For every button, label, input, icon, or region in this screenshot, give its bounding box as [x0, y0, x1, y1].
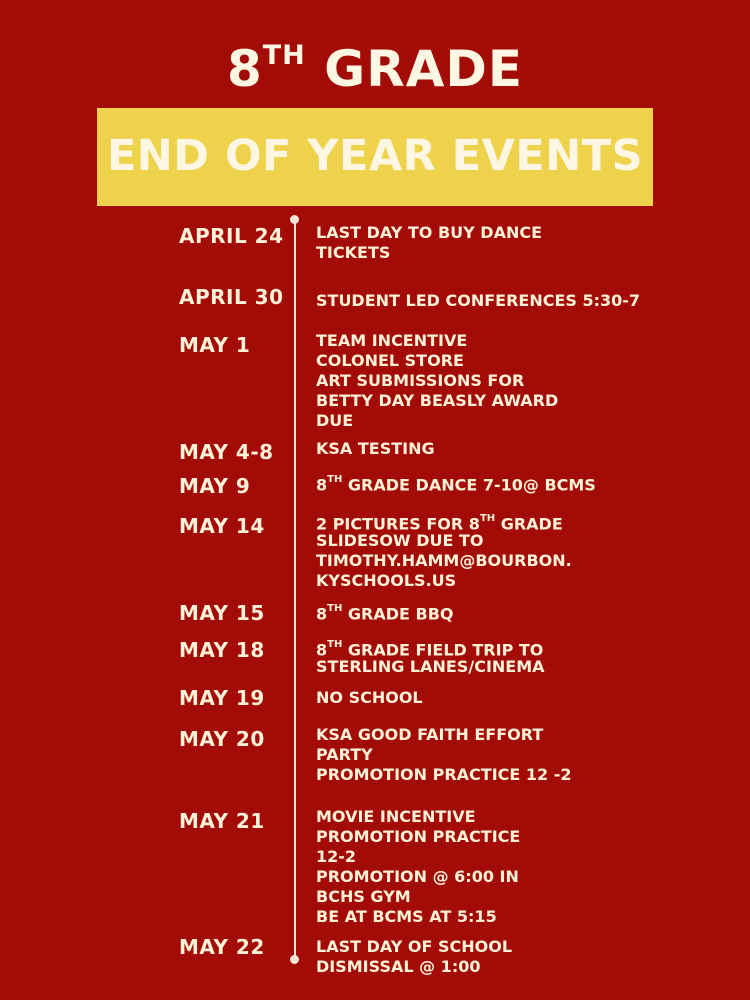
title-number: 8 [226, 40, 263, 98]
event-description [316, 291, 640, 311]
event-line: DISMISSAL @ 1:00 [316, 957, 481, 976]
event-description [316, 688, 423, 708]
event-line: DUE [316, 411, 354, 430]
superscript-th: TH [327, 603, 343, 614]
event-line: KYSCHOOLS.US [316, 571, 457, 590]
event-line: TIMOTHY.HAMM@BOURBON. [316, 551, 572, 570]
event-line: KSA TESTING [316, 439, 435, 458]
event-date: MAY 14 [179, 514, 265, 538]
event-line: STUDENT LED CONFERENCES 5:30-7 [316, 291, 641, 310]
event-date: MAY 22 [179, 935, 265, 959]
title-text: GRADE [305, 40, 524, 98]
event-description [316, 725, 572, 785]
event-line: LAST DAY TO BUY DANCE [316, 223, 543, 242]
event-line: BE AT BCMS AT 5:15 [316, 907, 497, 926]
event-description [316, 937, 512, 977]
event-date: MAY 19 [179, 686, 265, 710]
event-line: TICKETS [316, 243, 391, 262]
event-line: MOVIE INCENTIVE [316, 807, 476, 826]
event-line: PROMOTION @ 6:00 IN [316, 867, 519, 886]
event-date: MAY 4-8 [179, 440, 274, 464]
event-date: APRIL 30 [179, 285, 284, 309]
event-description [316, 331, 558, 431]
event-line: 8TH GRADE FIELD TRIP TO [316, 639, 544, 660]
event-line: BCHS GYM [316, 887, 411, 906]
event-description [316, 511, 572, 591]
event-line: COLONEL STORE [316, 351, 464, 370]
event-line: 8TH GRADE DANCE 7-10@ BCMS [316, 474, 596, 495]
banner-text: END OF YEAR EVENTS [106, 131, 644, 181]
event-date: MAY 21 [179, 809, 265, 833]
event-description [316, 439, 435, 459]
event-line: 8TH GRADE BBQ [316, 603, 454, 624]
event-date: MAY 20 [179, 727, 265, 751]
event-date: MAY 9 [179, 474, 251, 498]
event-description [316, 472, 596, 495]
event-line: PROMOTION PRACTICE 12 -2 [316, 765, 572, 784]
event-line: ART SUBMISSIONS FOR [316, 371, 525, 390]
superscript-th: TH [327, 639, 343, 650]
event-description [316, 637, 545, 677]
event-description [316, 807, 520, 927]
event-description [316, 601, 454, 624]
event-line: PARTY [316, 745, 373, 764]
event-line: BETTY DAY BEASLY AWARD [316, 391, 559, 410]
event-date: MAY 18 [179, 638, 265, 662]
event-line: KSA GOOD FAITH EFFORT [316, 725, 544, 744]
event-line: LAST DAY OF SCHOOL [316, 937, 513, 956]
event-date: MAY 1 [179, 333, 251, 357]
timeline-line [294, 220, 296, 960]
event-line: NO SCHOOL [316, 688, 423, 707]
timeline-start-dot [290, 215, 299, 224]
event-date: APRIL 24 [179, 224, 284, 248]
title-superscript: TH [262, 40, 306, 72]
event-line: TEAM INCENTIVE [316, 331, 468, 350]
timeline-end-dot [290, 955, 299, 964]
event-line: STERLING LANES/CINEMA [316, 657, 545, 676]
event-line: PROMOTION PRACTICE [316, 827, 521, 846]
superscript-th: TH [327, 474, 343, 485]
page-title [0, 40, 750, 98]
superscript-th: TH [479, 513, 496, 524]
event-date: MAY 15 [179, 601, 265, 625]
event-line: 12-2 [316, 847, 357, 866]
banner [97, 108, 653, 206]
event-line: 2 PICTURES FOR 8TH GRADE [316, 513, 563, 534]
event-line: SLIDESOW DUE TO [316, 531, 484, 550]
event-description [316, 223, 542, 263]
